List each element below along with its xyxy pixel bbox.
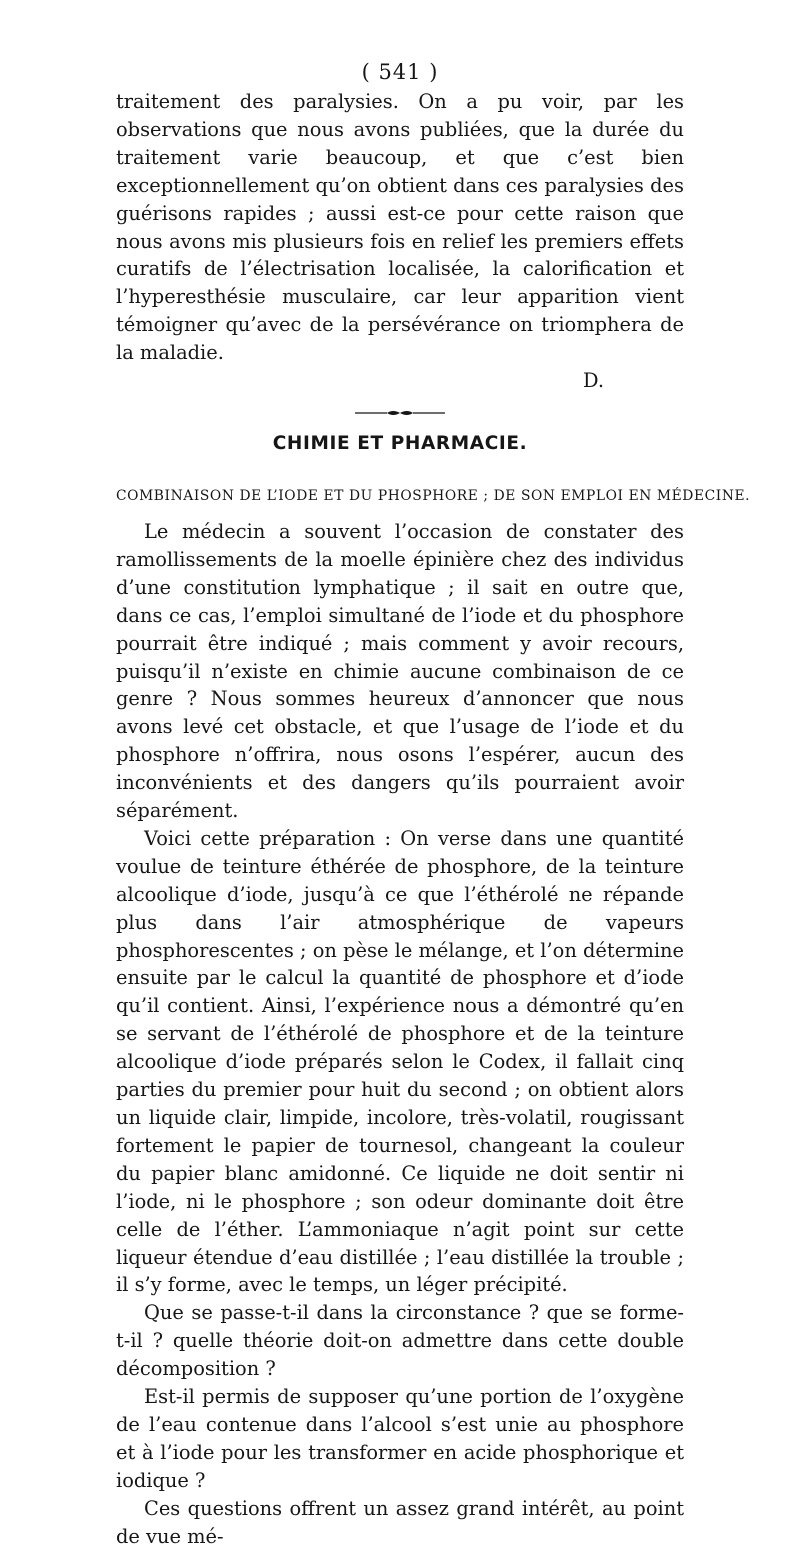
intro-text: traitement des paralysies. On a pu voir, par les observations que nous avons publiées, que la durée du traitement varie beaucoup, et que c’est bien exceptionnellement qu’on obtient dans ces paralysies des guérisons rapides ; aussi est-ce pour cette raison que nous avons mis plusieurs fois en relief les premiers effets curatifs de l’électrisation localisée, la calorification et l’hyperesthésie musculaire, car leur apparition vient témoigner qu’avec de la persévérance on triomphera de la maladie. [116, 90, 684, 365]
author-signature: D. [582, 369, 604, 393]
article-title: COMBINAISON DE L’IODE ET DU PHOSPHORE ; DE SON EMPLOI EN MÉDECINE. [116, 487, 751, 504]
body-paragraph-2: Voici cette préparation : On verse dans une quantité voulue de teinture éthérée de phosphore, de la teinture alcoolique d’iode, jusqu’à ce que l’éthérolé ne répande plus dans l’air atmosphérique de vapeurs phosphorescentes ; on pèse le mélange, et l’on détermine ensuite par le calcul la quantité de phosphore et d’iode qu’il contient. Ainsi, l’expérience nous a démontré qu’en se servant de l’éthérolé de phosphore et de la teinture alcoolique d’iode préparés selon le Codex, il fallait cinq parties du premier pour huit du second ; on obtient alors un liquide clair, limpide, incolore, très-volatil, rougissant fortement le papier de tournesol, changeant la couleur du papier blanc amidonné. Ce liquide ne doit sentir ni l’iode, ni le phosphore ; son odeur dominante doit être celle de l’éther. L’ammoniaque n’agit point sur cette liqueur étendue d’eau distillée ; l’eau distillée la trouble ; il s’y forme, avec le temps, un léger précipité. [116, 826, 684, 1297]
section-title: CHIMIE ET PHARMACIE. [272, 432, 528, 454]
page-number: ( 541 ) [361, 60, 439, 84]
section-divider [116, 409, 684, 417]
signature-line [116, 367, 684, 395]
body-paragraph-4: Est-il permis de supposer qu’une portion de l’oxygène de l’eau contenue dans l’alcool s’est unie au phosphore et à l’iode pour les transformer en acide phosphorique et iodique ? [116, 1385, 684, 1492]
body-paragraph-3: Que se passe-t-il dans la circonstance ? que se forme-t-il ? quelle théorie doit-on admettre dans cette double décomposition ? [116, 1301, 684, 1381]
body-paragraph-5: Ces questions offrent un assez grand intérêt, au point de vue mé- [116, 1496, 684, 1548]
intro-paragraph [116, 88, 684, 367]
body-paragraph-1: Le médecin a souvent l’occasion de constater des ramollissements de la moelle épinière chez des individus d’une constitution lymphatique ; il sait en outre que, dans ce cas, l’emploi simultané de l’iode et du phosphore pourrait être indiqué ; mais comment y avoir recours, puisqu’il n’existe en chimie aucune combinaison de ce genre ? Nous sommes heureux d’annoncer que nous avons levé cet obstacle, et que l’usage de l’iode et du phosphore n’offrira, nous osons l’espérer, aucun des inconvénients et des dangers qu’ils pourraient avoir séparément. [116, 519, 684, 823]
ornament-divider-icon [355, 409, 445, 417]
